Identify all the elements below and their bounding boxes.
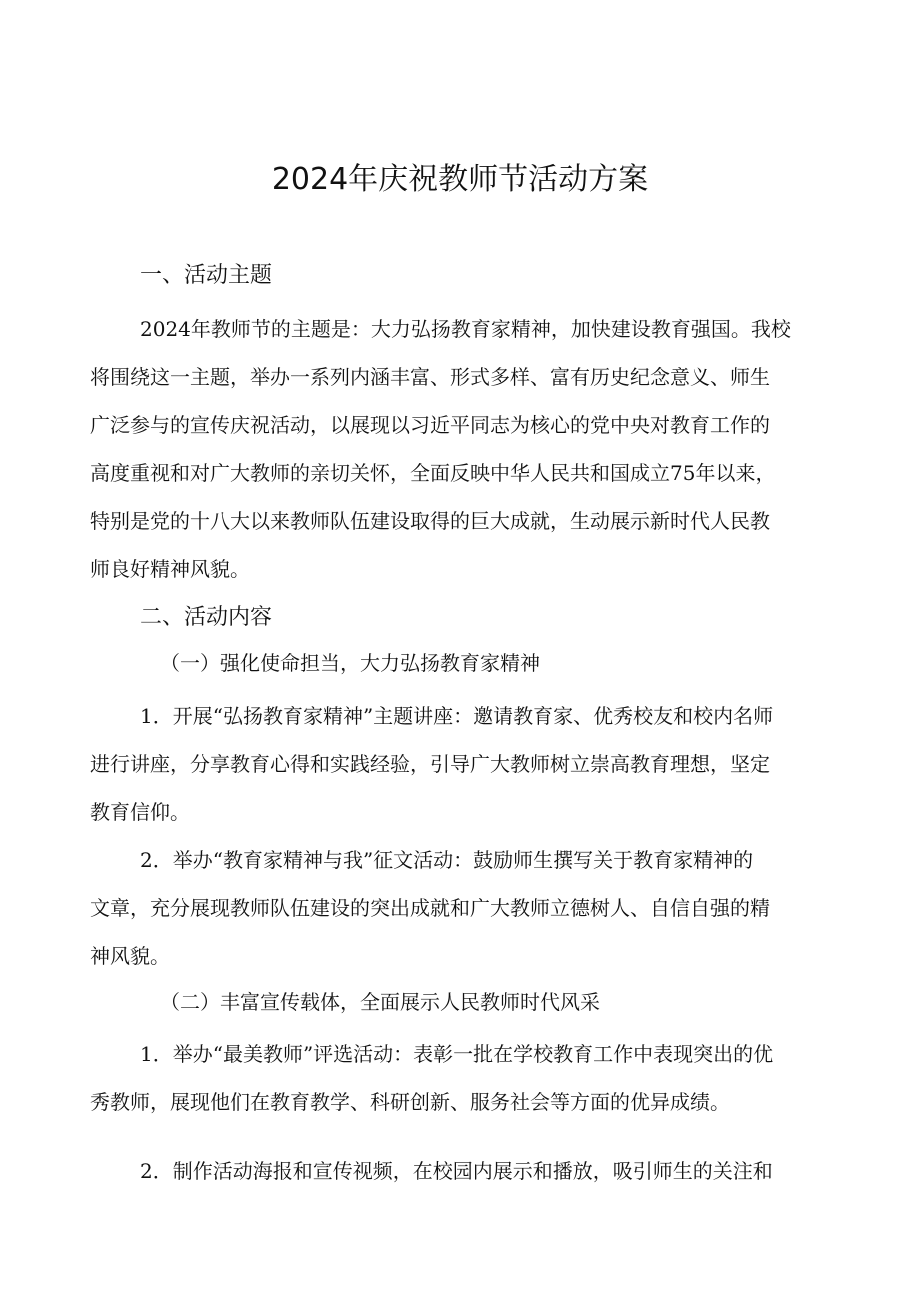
text-line: 特别是党的十八大以来教师队伍建设取得的巨大成就，生动展示新时代人民教 <box>90 509 770 533</box>
subsection-heading-1: （一）强化使命担当，大力弘扬教育家精神 <box>160 651 540 675</box>
section-heading-content: 二、活动内容 <box>140 605 273 630</box>
list-item <box>90 692 830 836</box>
text-line: 文章，充分展现教师队伍建设的突出成就和广大教师立德树人、自信自强的精 <box>90 896 770 920</box>
text-line: 2．举办“教育家精神与我”征文活动：鼓励师生撰写关于教育家精神的 <box>140 848 754 872</box>
list-item <box>90 1030 830 1126</box>
section-heading-theme: 一、活动主题 <box>140 263 273 288</box>
list-item <box>90 836 830 980</box>
text-line: 进行讲座，分享教育心得和实践经验，引导广大教师树立崇高教育理想，坚定 <box>90 752 770 776</box>
theme-paragraph <box>90 305 830 593</box>
subsection-heading-2: （二）丰富宣传载体，全面展示人民教师时代风采 <box>160 990 600 1014</box>
text-line: 神风貌。 <box>90 944 170 968</box>
text-line: 1．举办“最美教师”评选活动：表彰一批在学校教育工作中表现突出的优 <box>140 1042 774 1066</box>
text-line: 2024年教师节的主题是：大力弘扬教育家精神，加快建设教育强国。我校 <box>140 317 791 341</box>
text-line: 1．开展“弘扬教育家精神”主题讲座：邀请教育家、优秀校友和校内名师 <box>140 704 774 728</box>
text-line: 教育信仰。 <box>90 800 190 824</box>
text-line: 将围绕这一主题，举办一系列内涵丰富、形式多样、富有历史纪念意义、师生 <box>90 365 770 389</box>
text-line: 师良好精神风貌。 <box>90 557 250 581</box>
text-line: 广泛参与的宣传庆祝活动，以展现以习近平同志为核心的党中央对教育工作的 <box>90 413 770 437</box>
list-item <box>90 1147 830 1195</box>
text-line: 高度重视和对广大教师的亲切关怀，全面反映中华人民共和国成立75年以来， <box>90 461 776 485</box>
text-line: 秀教师，展现他们在教育教学、科研创新、服务社会等方面的优异成绩。 <box>90 1090 730 1114</box>
text-line: 2．制作活动海报和宣传视频，在校园内展示和播放，吸引师生的关注和 <box>140 1159 773 1183</box>
document-title: 2024年庆祝教师节活动方案 <box>271 162 649 197</box>
